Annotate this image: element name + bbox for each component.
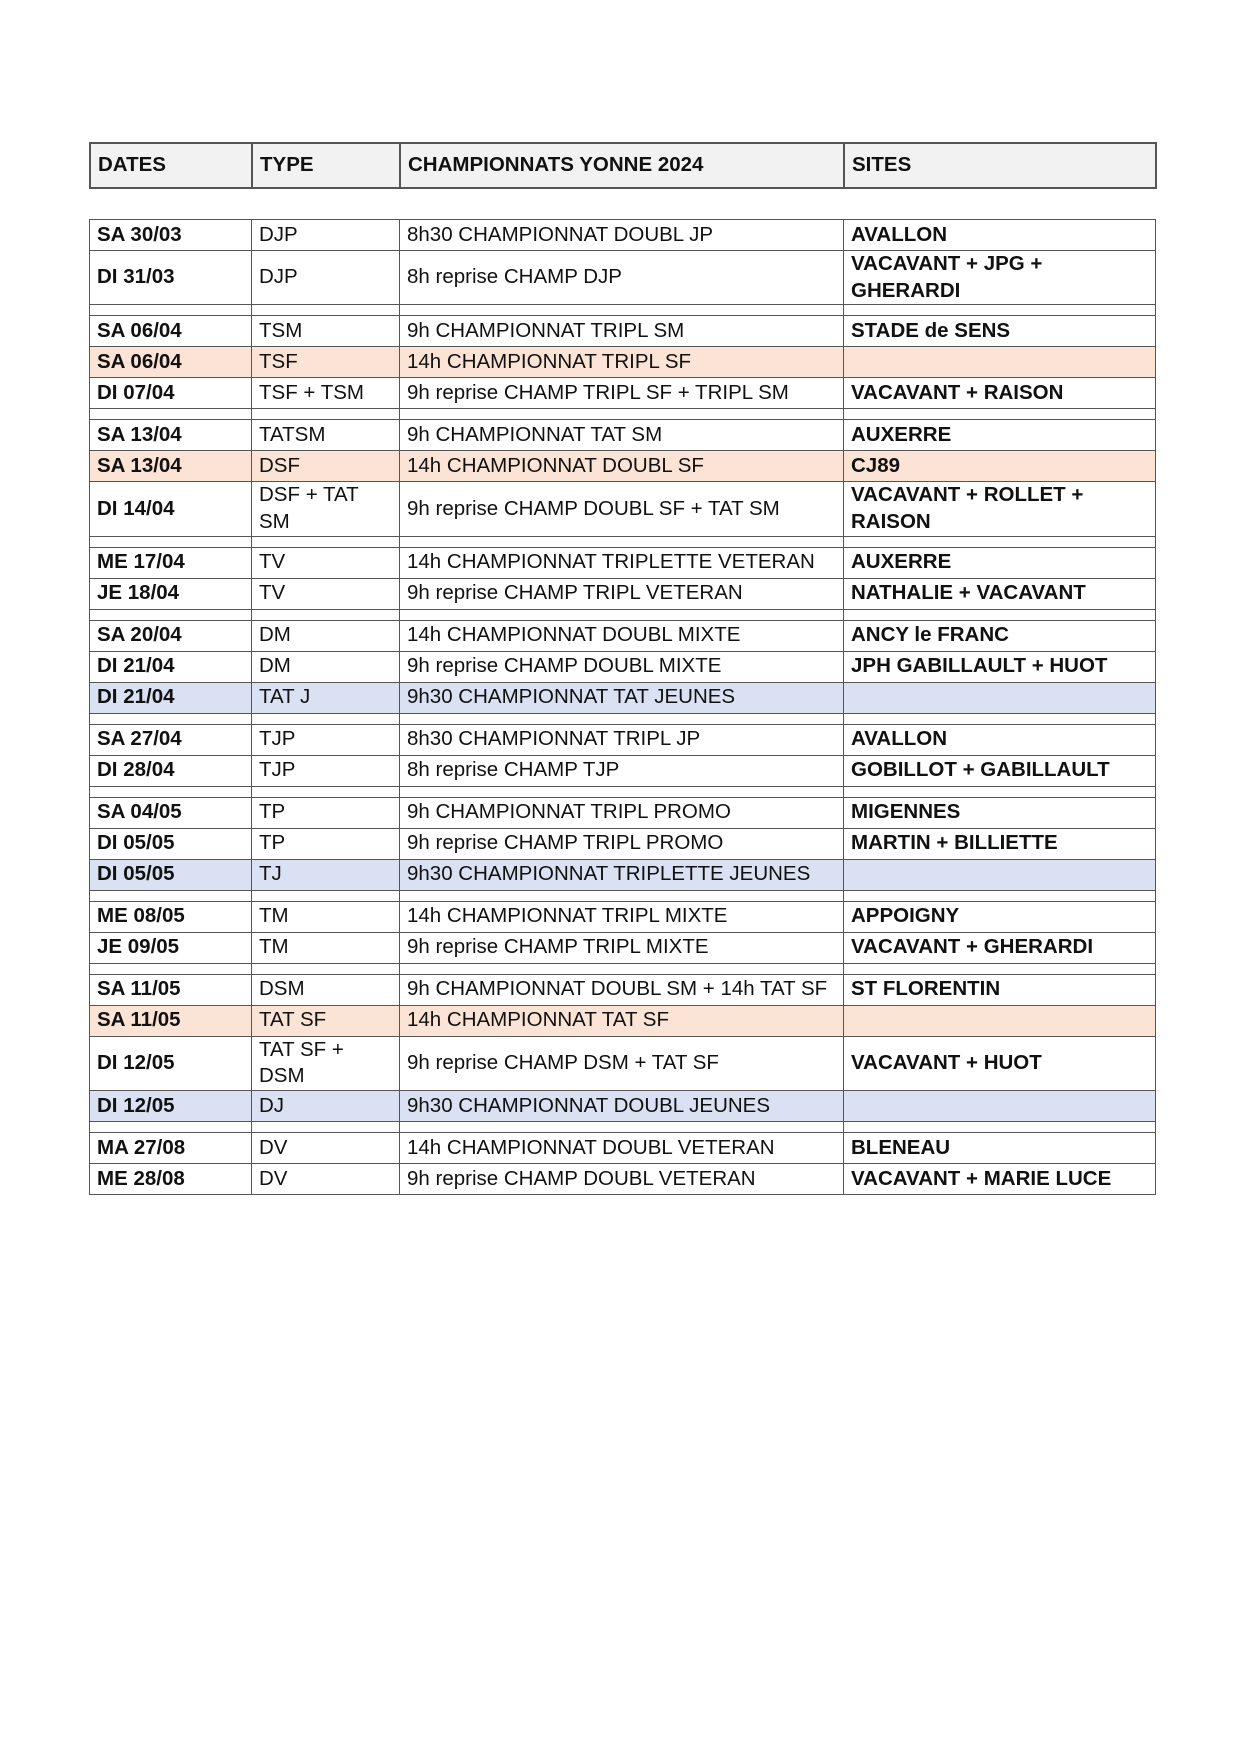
cell-date: ME 17/04 [90,547,252,578]
spacer-cell [90,1121,252,1132]
cell-type: TSF + TSM [252,378,400,409]
spacer-cell [844,963,1156,974]
cell-site: NATHALIE + VACAVANT [844,578,1156,609]
spacer-cell [844,305,1156,316]
cell-site: VACAVANT + GHERARDI [844,932,1156,963]
spacer-cell [90,890,252,901]
cell-event: 9h reprise CHAMP DOUBL SF + TAT SM [400,482,844,536]
table-row [90,482,1156,536]
cell-type: TAT J [252,682,400,713]
cell-site: JPH GABILLAULT + HUOT [844,651,1156,682]
cell-site: VACAVANT + MARIE LUCE [844,1163,1156,1194]
header-type: TYPE [252,143,400,188]
cell-type: DJP [252,220,400,251]
cell-site: AVALLON [844,724,1156,755]
cell-date: SA 04/05 [90,797,252,828]
spacer-cell [844,786,1156,797]
cell-type: TJ [252,859,400,890]
table-row [90,251,1156,305]
table-row [90,901,1156,932]
cell-event: 8h reprise CHAMP DJP [400,251,844,305]
table-row [90,828,1156,859]
spacer-cell [400,536,844,547]
spacer-cell [252,305,400,316]
cell-type: DSF [252,451,400,482]
spacer-cell [400,305,844,316]
spacer-cell [90,786,252,797]
spacer-cell [400,713,844,724]
cell-date: SA 20/04 [90,620,252,651]
spacer-cell [400,1121,844,1132]
spacer-cell [400,409,844,420]
header-sites: SITES [844,143,1156,188]
spacer-cell [252,963,400,974]
cell-event: 14h CHAMPIONNAT TAT SF [400,1005,844,1036]
table-row [90,932,1156,963]
group-spacer [90,1121,1156,1132]
cell-site: STADE de SENS [844,316,1156,347]
cell-site: BLENEAU [844,1132,1156,1163]
cell-type: TSF [252,347,400,378]
table-row [90,420,1156,451]
cell-site [844,1005,1156,1036]
cell-type: TSM [252,316,400,347]
spacer-cell [252,786,400,797]
cell-type: DM [252,620,400,651]
cell-date: SA 13/04 [90,420,252,451]
cell-event: 9h CHAMPIONNAT TAT SM [400,420,844,451]
cell-event: 9h CHAMPIONNAT DOUBL SM + 14h TAT SF [400,974,844,1005]
cell-date: DI 31/03 [90,251,252,305]
table-row [90,1005,1156,1036]
cell-date: DI 28/04 [90,755,252,786]
spacer-cell [844,536,1156,547]
cell-type: TP [252,828,400,859]
cell-date: SA 27/04 [90,724,252,755]
cell-date: SA 06/04 [90,347,252,378]
spacer-cell [400,786,844,797]
cell-type: TJP [252,755,400,786]
cell-event: 9h reprise CHAMP DOUBL MIXTE [400,651,844,682]
table-row [90,1132,1156,1163]
cell-event: 9h30 CHAMPIONNAT TRIPLETTE JEUNES [400,859,844,890]
spacer-cell [90,963,252,974]
table-row [90,316,1156,347]
spacer-cell [400,890,844,901]
spacer-cell [90,713,252,724]
spacer-cell [252,1121,400,1132]
cell-event: 14h CHAMPIONNAT DOUBL MIXTE [400,620,844,651]
cell-event: 14h CHAMPIONNAT DOUBL VETERAN [400,1132,844,1163]
cell-event: 8h reprise CHAMP TJP [400,755,844,786]
spacer-cell [90,536,252,547]
cell-event: 14h CHAMPIONNAT TRIPL SF [400,347,844,378]
cell-type: TAT SF + DSM [252,1036,400,1090]
cell-date: DI 07/04 [90,378,252,409]
cell-event: 9h reprise CHAMP TRIPL PROMO [400,828,844,859]
cell-date: JE 09/05 [90,932,252,963]
cell-site: ANCY le FRANC [844,620,1156,651]
cell-site: AUXERRE [844,420,1156,451]
table-row [90,651,1156,682]
cell-site: GOBILLOT + GABILLAULT [844,755,1156,786]
spacer-cell [844,409,1156,420]
cell-site: VACAVANT + ROLLET + RAISON [844,482,1156,536]
cell-date: DI 12/05 [90,1036,252,1090]
group-spacer [90,609,1156,620]
spacer-cell [252,713,400,724]
table-row [90,578,1156,609]
cell-site: VACAVANT + JPG + GHERARDI [844,251,1156,305]
schedule-table [89,219,1156,1195]
spacer-cell [844,609,1156,620]
cell-type: DV [252,1163,400,1194]
group-spacer [90,890,1156,901]
cell-event: 9h30 CHAMPIONNAT TAT JEUNES [400,682,844,713]
spacer-cell [252,609,400,620]
table-row [90,859,1156,890]
cell-type: TM [252,932,400,963]
cell-site [844,347,1156,378]
cell-date: DI 12/05 [90,1090,252,1121]
cell-type: DM [252,651,400,682]
cell-site: APPOIGNY [844,901,1156,932]
spacer-cell [400,609,844,620]
cell-date: DI 21/04 [90,682,252,713]
cell-type: TATSM [252,420,400,451]
table-row [90,451,1156,482]
group-spacer [90,786,1156,797]
table-row [90,547,1156,578]
cell-event: 9h30 CHAMPIONNAT DOUBL JEUNES [400,1090,844,1121]
table-row [90,797,1156,828]
group-spacer [90,305,1156,316]
group-spacer [90,713,1156,724]
table-row [90,1163,1156,1194]
cell-type: DJ [252,1090,400,1121]
cell-event: 9h reprise CHAMP TRIPL MIXTE [400,932,844,963]
table-row [90,1036,1156,1090]
spacer-cell [252,890,400,901]
cell-site: CJ89 [844,451,1156,482]
spacer-cell [844,890,1156,901]
cell-site: VACAVANT + RAISON [844,378,1156,409]
table-row [90,724,1156,755]
cell-type: DSF + TAT SM [252,482,400,536]
cell-type: TM [252,901,400,932]
table-row [90,347,1156,378]
cell-event: 9h CHAMPIONNAT TRIPL SM [400,316,844,347]
table-row [90,220,1156,251]
table-row [90,682,1156,713]
cell-site: VACAVANT + HUOT [844,1036,1156,1090]
header-row [90,143,1156,188]
group-spacer [90,963,1156,974]
cell-event: 14h CHAMPIONNAT DOUBL SF [400,451,844,482]
cell-event: 14h CHAMPIONNAT TRIPL MIXTE [400,901,844,932]
cell-site [844,859,1156,890]
spacer-cell [90,409,252,420]
cell-event: 8h30 CHAMPIONNAT TRIPL JP [400,724,844,755]
cell-type: TV [252,578,400,609]
cell-site: AUXERRE [844,547,1156,578]
cell-date: DI 14/04 [90,482,252,536]
cell-type: DJP [252,251,400,305]
cell-date: SA 13/04 [90,451,252,482]
cell-type: TAT SF [252,1005,400,1036]
cell-site: ST FLORENTIN [844,974,1156,1005]
spacer-cell [252,536,400,547]
table-row [90,1090,1156,1121]
group-spacer [90,409,1156,420]
table-row [90,755,1156,786]
table-row [90,974,1156,1005]
cell-type: TP [252,797,400,828]
cell-date: SA 11/05 [90,974,252,1005]
spacer-cell [844,1121,1156,1132]
spacer-cell [90,609,252,620]
group-spacer [90,536,1156,547]
cell-type: TJP [252,724,400,755]
cell-event: 9h reprise CHAMP TRIPL SF + TRIPL SM [400,378,844,409]
cell-site: MARTIN + BILLIETTE [844,828,1156,859]
cell-date: JE 18/04 [90,578,252,609]
cell-event: 14h CHAMPIONNAT TRIPLETTE VETERAN [400,547,844,578]
cell-site: AVALLON [844,220,1156,251]
spacer-cell [400,963,844,974]
cell-site [844,682,1156,713]
table-row [90,378,1156,409]
cell-date: ME 08/05 [90,901,252,932]
table-row [90,620,1156,651]
header-dates: DATES [90,143,252,188]
spacer-cell [844,713,1156,724]
cell-date: SA 11/05 [90,1005,252,1036]
cell-event: 8h30 CHAMPIONNAT DOUBL JP [400,220,844,251]
cell-date: SA 06/04 [90,316,252,347]
header-championships: CHAMPIONNATS YONNE 2024 [400,143,844,188]
cell-event: 9h reprise CHAMP DOUBL VETERAN [400,1163,844,1194]
cell-event: 9h reprise CHAMP DSM + TAT SF [400,1036,844,1090]
cell-event: 9h reprise CHAMP TRIPL VETERAN [400,578,844,609]
cell-type: DSM [252,974,400,1005]
spacer-cell [252,409,400,420]
cell-site: MIGENNES [844,797,1156,828]
cell-type: TV [252,547,400,578]
header-table [89,142,1157,189]
cell-date: DI 05/05 [90,859,252,890]
spacer-cell [90,305,252,316]
cell-event: 9h CHAMPIONNAT TRIPL PROMO [400,797,844,828]
cell-site [844,1090,1156,1121]
cell-date: DI 21/04 [90,651,252,682]
cell-date: DI 05/05 [90,828,252,859]
cell-type: DV [252,1132,400,1163]
cell-date: SA 30/03 [90,220,252,251]
cell-date: ME 28/08 [90,1163,252,1194]
cell-date: MA 27/08 [90,1132,252,1163]
